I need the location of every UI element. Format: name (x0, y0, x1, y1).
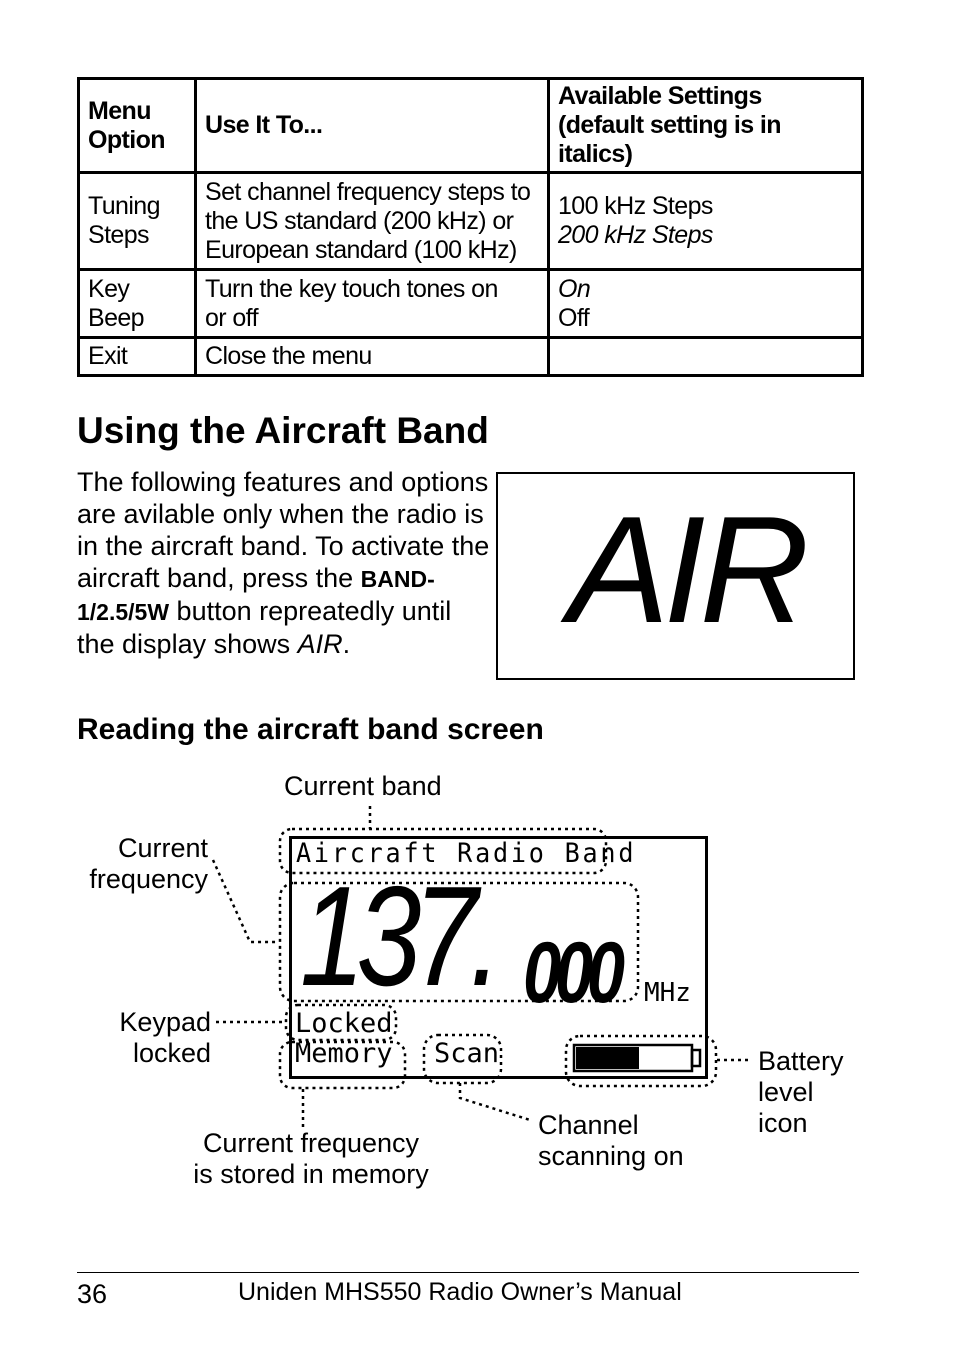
callout-line: icon (758, 1108, 808, 1138)
settings-cell (549, 173, 863, 270)
use-line: Set channel frequency steps to (205, 177, 531, 206)
lcd-frequency-integer: 137. (300, 857, 494, 1016)
callout-keypad-locked (100, 1007, 211, 1069)
settings-cell (549, 270, 863, 338)
air-word: AIR (297, 629, 343, 659)
callout-battery-level (758, 1046, 844, 1139)
callout-line: Current frequency (202, 1128, 420, 1158)
use-line: or off (205, 303, 258, 332)
callout-line: locked (132, 1038, 211, 1068)
intro-paragraph (77, 466, 492, 660)
use-line: Turn the key touch tones on (205, 274, 498, 303)
callout-line: is stored in memory (193, 1159, 429, 1189)
callout-channel-scanning (538, 1110, 684, 1172)
table-row (79, 338, 863, 376)
scan-leader (460, 1083, 530, 1120)
callout-current-band: Current band (284, 771, 442, 801)
callout-line: level (758, 1077, 814, 1107)
callout-line: Keypad (119, 1007, 211, 1037)
option-cell (79, 173, 196, 270)
subsection-title: Reading the aircraft band screen (77, 713, 544, 746)
option-line: Exit (88, 342, 128, 370)
table-row (79, 270, 863, 338)
setting-value-default: 200 kHz Steps (558, 221, 713, 249)
footer-rule (77, 1272, 859, 1273)
callout-line: Current (117, 833, 208, 863)
page-number: 36 (77, 1279, 108, 1309)
option-line: Steps (88, 221, 149, 249)
section-title: Using the Aircraft Band (77, 410, 489, 451)
frequency-leader (213, 860, 278, 942)
setting-value: 100 kHz Steps (558, 192, 713, 220)
callout-line: scanning on (538, 1141, 684, 1171)
lcd-scan-indicator: Scan (434, 1038, 500, 1069)
lcd-band-text: Aircraft Radio Band (296, 838, 637, 869)
callout-line: frequency (89, 864, 208, 894)
header-use-it-to: Use It To... (196, 79, 549, 173)
table-row (79, 173, 863, 270)
air-display-box (496, 472, 855, 680)
lcd-frequency-decimal: 000 (523, 925, 619, 1021)
lcd-locked-indicator: Locked (295, 1008, 393, 1039)
callout-current-frequency (80, 833, 208, 895)
use-cell (196, 338, 549, 376)
option-cell (79, 338, 196, 376)
use-cell (196, 270, 549, 338)
settings-cell (549, 338, 863, 376)
callout-stored-in-memory (180, 1128, 442, 1190)
setting-value-default: On (558, 274, 591, 303)
use-line: the US standard (200 kHz) or (205, 206, 514, 235)
option-cell (79, 270, 196, 338)
header-menu-option: Menu Option (79, 79, 196, 173)
callout-line: Channel (538, 1110, 639, 1140)
header-available-settings: Available Settings (default setting is in italics) (549, 79, 863, 173)
intro-text: The following features and options are avilable only when the radio is in the aircraft band. To activate the aircraft band, press the (77, 467, 490, 593)
option-line: Tuning (88, 192, 160, 220)
lcd-unit: MHz (644, 978, 691, 1008)
use-line: Close the menu (205, 342, 372, 370)
footer-title: Uniden MHS550 Radio Owner’s Manual (238, 1278, 682, 1306)
intro-text-cont: button repreatedly until the display shows (77, 596, 452, 659)
callout-line: Battery (758, 1046, 844, 1076)
use-line: European standard (100 kHz) (205, 235, 517, 264)
use-cell (196, 173, 549, 270)
menu-settings-table (77, 77, 864, 377)
option-line: Beep (88, 303, 144, 332)
band-button-name: BAND-1/2.5/5W (77, 566, 435, 625)
lcd-memory-indicator: Memory (295, 1038, 393, 1069)
intro-end: . (342, 629, 351, 659)
table-header-row (79, 79, 863, 173)
air-display-text: AIR (568, 485, 804, 655)
option-line: Key (88, 274, 130, 303)
setting-value: Off (558, 303, 590, 332)
